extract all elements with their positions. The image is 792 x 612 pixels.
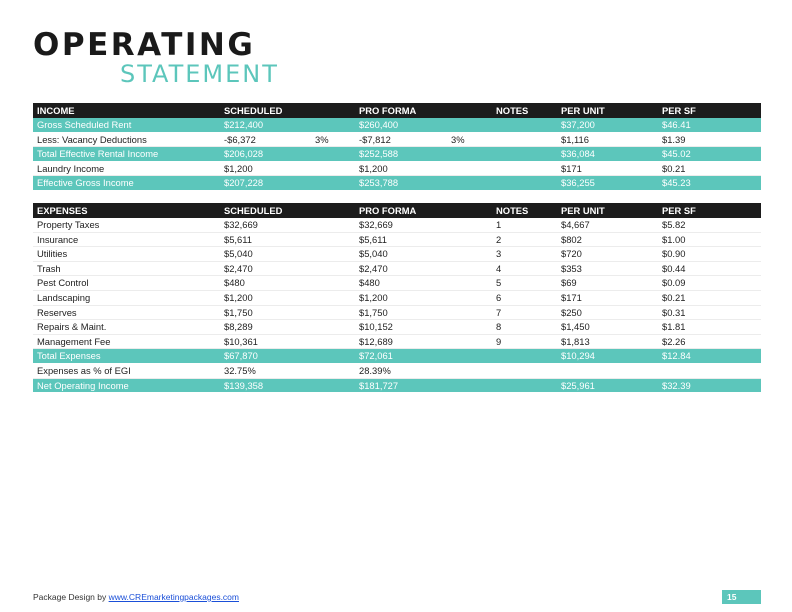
cell-scheduled: $1,750: [224, 306, 253, 318]
cell-label: Repairs & Maint.: [37, 321, 107, 333]
cell-per-unit: $25,961: [561, 379, 595, 391]
cell-label: Laundry Income: [37, 162, 105, 174]
expenses-header-cell: EXPENSES: [37, 205, 88, 216]
cell-scheduled: $2,470: [224, 262, 253, 274]
cell-per-unit: $353: [561, 262, 582, 274]
cell-pro-forma: $1,750: [359, 306, 388, 318]
table-row: [33, 218, 761, 233]
cell-per-sf: $1.81: [662, 321, 686, 333]
cell-label: Net Operating Income: [37, 379, 129, 391]
cell-notes: 5: [496, 277, 502, 289]
cell-pro-forma: $1,200: [359, 162, 388, 174]
cell-per-sf: $5.82: [662, 219, 686, 230]
cell-pro-forma: $1,200: [359, 291, 388, 303]
cell-pro-forma: $5,611: [359, 233, 387, 245]
cell-notes: 1: [496, 219, 502, 230]
cell-notes: 2: [496, 233, 502, 245]
table-row: [33, 306, 761, 321]
footer-credit: [33, 592, 239, 602]
cell-per-unit: $1,450: [561, 321, 590, 333]
cell-per-sf: $46.41: [662, 119, 691, 130]
cell-per-sf: $0.90: [662, 248, 686, 260]
cell-per-unit: $36,084: [561, 148, 595, 160]
cell-label: Pest Control: [37, 277, 89, 289]
cell-per-unit: $36,255: [561, 177, 595, 189]
table-row: [33, 379, 761, 394]
cell-scheduled: $207,228: [224, 177, 264, 189]
cell-label: Effective Gross Income: [37, 177, 134, 189]
cell-notes: 7: [496, 306, 502, 318]
table-row: [33, 233, 761, 248]
cell-scheduled: $32,669: [224, 219, 258, 230]
cell-pro-forma: $32,669: [359, 219, 393, 230]
expenses-header-cell: NOTES: [496, 205, 529, 216]
table-row: [33, 335, 761, 350]
cell-per-unit: $1,813: [561, 335, 590, 347]
cell-pro-forma: $12,689: [359, 335, 393, 347]
income-header-cell: PER UNIT: [561, 105, 605, 116]
cell-label: Landscaping: [37, 291, 91, 303]
cell-scheduled: $8,289: [224, 321, 253, 333]
cell-notes: 6: [496, 291, 502, 303]
cell-scheduled: $1,200: [224, 291, 253, 303]
cell-notes: 9: [496, 335, 502, 347]
cell-pro-forma: -$7,812: [359, 133, 391, 145]
cell-pro-forma: $181,727: [359, 379, 399, 391]
cell-per-unit: $250: [561, 306, 582, 318]
cell-per-unit: $802: [561, 233, 582, 245]
cell-pro-forma: $5,040: [359, 248, 388, 260]
cell-pro-forma: $260,400: [359, 119, 399, 130]
cell-pro-forma: $10,152: [359, 321, 393, 333]
cell-label: Total Effective Rental Income: [37, 148, 159, 160]
cell-scheduled: $139,358: [224, 379, 264, 391]
income-header-cell: PRO FORMA: [359, 105, 417, 116]
cell-per-unit: $1,116: [561, 133, 589, 145]
cell-label: Property Taxes: [37, 219, 100, 230]
footer-link[interactable]: www.CREmarketingpackages.com: [108, 592, 239, 602]
cell-per-sf: $45.23: [662, 177, 691, 189]
expenses-header-cell: PER UNIT: [561, 205, 605, 216]
cell-scheduled: $480: [224, 277, 245, 289]
cell-per-sf: $32.39: [662, 379, 691, 391]
table-row: [33, 247, 761, 262]
cell-per-sf: $0.21: [662, 162, 686, 174]
cell-label: Less: Vacancy Deductions: [37, 133, 147, 145]
cell-label: Reserves: [37, 306, 77, 318]
table-row: [33, 349, 761, 364]
expenses-header-cell: SCHEDULED: [224, 205, 283, 216]
cell-per-unit: $4,667: [561, 219, 590, 230]
income-header-cell: PER SF: [662, 105, 696, 116]
cell-scheduled: $1,200: [224, 162, 253, 174]
table-row: [33, 176, 761, 191]
income-header-cell: NOTES: [496, 105, 529, 116]
cell-scheduled: $206,028: [224, 148, 264, 160]
cell-scheduled-pct: 3%: [315, 133, 329, 145]
cell-per-sf: $12.84: [662, 350, 691, 362]
cell-label: Total Expenses: [37, 350, 101, 362]
page-title: OPERATING: [33, 27, 256, 63]
page-subtitle: STATEMENT: [120, 60, 279, 88]
table-row: [33, 262, 761, 277]
cell-per-unit: $10,294: [561, 350, 595, 362]
cell-pro-forma: $2,470: [359, 262, 388, 274]
cell-notes: 4: [496, 262, 502, 274]
cell-notes: 3: [496, 248, 502, 260]
table-row: [33, 118, 761, 133]
page-number: 15: [722, 590, 761, 604]
cell-label: Gross Scheduled Rent: [37, 119, 132, 130]
cell-pro-forma: 28.39%: [359, 364, 391, 376]
cell-per-unit: $37,200: [561, 119, 595, 130]
income-header-cell: INCOME: [37, 105, 75, 116]
cell-scheduled: $5,040: [224, 248, 253, 260]
cell-per-unit: $69: [561, 277, 577, 289]
cell-per-sf: $45.02: [662, 148, 691, 160]
expenses-header-cell: PRO FORMA: [359, 205, 417, 216]
cell-pro-forma: $253,788: [359, 177, 399, 189]
table-row: [33, 364, 761, 379]
table-row: [33, 276, 761, 291]
cell-per-sf: $2.26: [662, 335, 686, 347]
income-header-cell: SCHEDULED: [224, 105, 283, 116]
expenses-header-row: [33, 203, 761, 218]
expenses-table: [33, 203, 761, 393]
cell-per-sf: $0.21: [662, 291, 686, 303]
expenses-header-cell: PER SF: [662, 205, 696, 216]
cell-scheduled: $67,870: [224, 350, 258, 362]
cell-per-unit: $171: [561, 162, 582, 174]
cell-label: Insurance: [37, 233, 79, 245]
cell-scheduled: $5,611: [224, 233, 252, 245]
footer-prefix: Package Design by: [33, 592, 109, 602]
cell-per-sf: $0.31: [662, 306, 686, 318]
income-table: [33, 103, 761, 191]
cell-scheduled: $212,400: [224, 119, 264, 130]
table-row: [33, 291, 761, 306]
table-row: [33, 147, 761, 162]
income-header-row: [33, 103, 761, 118]
cell-per-unit: $720: [561, 248, 582, 260]
cell-scheduled: 32.75%: [224, 364, 256, 376]
cell-pro-forma: $480: [359, 277, 380, 289]
cell-label: Utilities: [37, 248, 68, 260]
cell-label: Expenses as % of EGI: [37, 364, 131, 376]
cell-per-unit: $171: [561, 291, 582, 303]
cell-scheduled: $10,361: [224, 335, 258, 347]
cell-per-sf: $1.39: [662, 133, 686, 145]
cell-per-sf: $0.09: [662, 277, 686, 289]
cell-label: Management Fee: [37, 335, 111, 347]
table-row: [33, 133, 761, 148]
table-row: [33, 162, 761, 177]
cell-scheduled: -$6,372: [224, 133, 256, 145]
table-row: [33, 320, 761, 335]
cell-pro-forma: $72,061: [359, 350, 393, 362]
cell-label: Trash: [37, 262, 61, 274]
cell-pro-forma-pct: 3%: [451, 133, 465, 145]
cell-pro-forma: $252,588: [359, 148, 399, 160]
cell-per-sf: $1.00: [662, 233, 686, 245]
cell-notes: 8: [496, 321, 502, 333]
cell-per-sf: $0.44: [662, 262, 686, 274]
